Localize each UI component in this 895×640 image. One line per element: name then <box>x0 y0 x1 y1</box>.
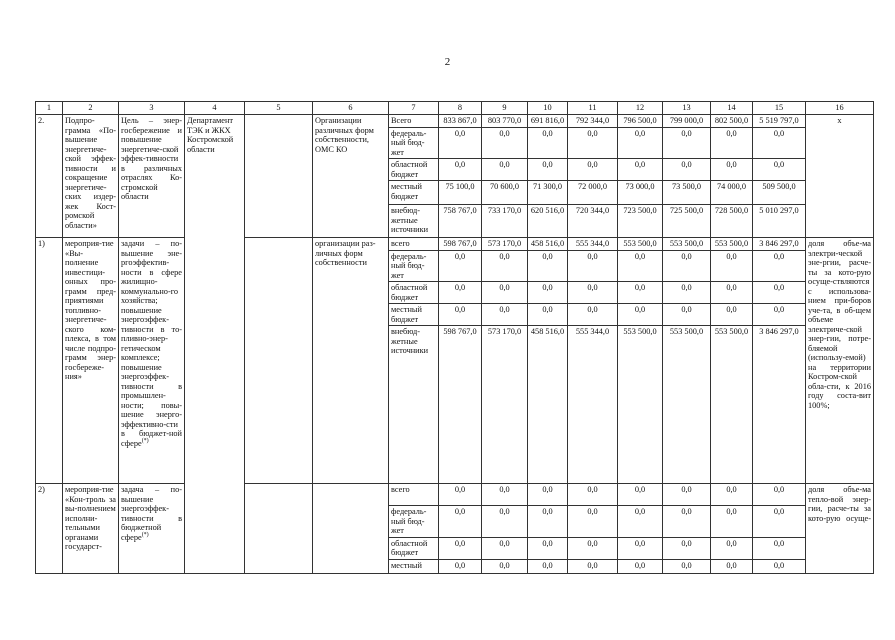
amount-cell: 553 500,0 <box>618 326 663 484</box>
column-number-10: 10 <box>528 102 568 115</box>
amount-cell: 0,0 <box>439 506 482 538</box>
amount-cell: 0,0 <box>528 537 568 559</box>
amount-cell: 0,0 <box>482 537 528 559</box>
amount-cell: 725 500,0 <box>663 205 711 238</box>
funding-source: федераль-ный бюд-жет <box>389 250 439 282</box>
amount-cell: 0,0 <box>618 559 663 573</box>
amount-cell: 0,0 <box>711 250 753 282</box>
amount-cell: 73 000,0 <box>618 181 663 205</box>
amount-cell: 0,0 <box>663 127 711 159</box>
amount-cell: 0,0 <box>618 304 663 326</box>
funding-source: внебюд-жетные источники <box>389 326 439 484</box>
amount-cell: 0,0 <box>618 127 663 159</box>
amount-cell: 0,0 <box>711 127 753 159</box>
indicator: доля объе-ма электри-ческой эне-ргии, расче-ты за кото-рую осуще-ствляются с использова-нием при-боров уче-та, в об-щем объеме электриче-ской энер-гии, потре-бляемой (использу-емой) на территории Костром-ской обла-сти, к 2016 году соста-вит 100%; <box>806 238 874 484</box>
amount-cell: 0,0 <box>528 159 568 181</box>
amount-cell: 553 500,0 <box>711 326 753 484</box>
amount-cell: 0,0 <box>663 282 711 304</box>
amount-cell: 0,0 <box>618 250 663 282</box>
amount-cell: 73 500,0 <box>663 181 711 205</box>
column-number-2: 2 <box>63 102 119 115</box>
column-number-14: 14 <box>711 102 753 115</box>
column-number-3: 3 <box>119 102 185 115</box>
amount-cell: 0,0 <box>482 484 528 506</box>
amount-cell: 0,0 <box>711 559 753 573</box>
amount-cell: 573 170,0 <box>482 326 528 484</box>
amount-cell: 0,0 <box>482 506 528 538</box>
program-table <box>35 101 874 574</box>
goal-text: Цель – энер-госбережение и повышение энергетиче-ской эффек-тивности в различных отраслях Ко-стромской области <box>119 115 185 238</box>
amount-cell: 0,0 <box>568 127 618 159</box>
amount-cell: 0,0 <box>568 250 618 282</box>
amount-cell: 0,0 <box>528 559 568 573</box>
amount-cell: 509 500,0 <box>753 181 806 205</box>
funding-source: местный бюджет <box>389 181 439 205</box>
amount-cell: 0,0 <box>618 506 663 538</box>
task-label: задачи – по-вышение эне-ргоэффектив-ности в сфере жилищно-коммунально-го хозяйства; повышение энергоэффек-тивности в то-пливно-энер-гетическом комплексе; повышение энергоэффек-тивности в промышлен-ности; повы-шение энерго-эффективно-сти в бюджет-ной сфере <box>121 239 182 448</box>
amount-cell: 792 344,0 <box>568 115 618 128</box>
column-5-cell <box>245 238 313 484</box>
amount-cell: 0,0 <box>528 127 568 159</box>
amount-cell: 0,0 <box>439 559 482 573</box>
amount-cell: 0,0 <box>439 537 482 559</box>
amount-cell: 71 300,0 <box>528 181 568 205</box>
amount-cell: 0,0 <box>663 537 711 559</box>
amount-cell: 733 170,0 <box>482 205 528 238</box>
amount-cell: 620 516,0 <box>528 205 568 238</box>
amount-cell: 0,0 <box>753 250 806 282</box>
amount-cell: 0,0 <box>618 537 663 559</box>
amount-cell: 0,0 <box>618 282 663 304</box>
column-number-12: 12 <box>618 102 663 115</box>
amount-cell: 0,0 <box>753 282 806 304</box>
amount-cell: 0,0 <box>482 250 528 282</box>
funding-source: внебюд-жетные источники <box>389 205 439 238</box>
footnote-mark: (*) <box>141 531 149 538</box>
amount-cell: 0,0 <box>663 159 711 181</box>
amount-cell: 0,0 <box>528 304 568 326</box>
amount-cell: 0,0 <box>711 484 753 506</box>
amount-cell: 0,0 <box>711 537 753 559</box>
amount-cell: 0,0 <box>439 304 482 326</box>
amount-cell: 0,0 <box>753 537 806 559</box>
column-number-5: 5 <box>245 102 313 115</box>
column-number-4: 4 <box>185 102 245 115</box>
amount-cell: 0,0 <box>568 506 618 538</box>
amount-cell: 0,0 <box>482 304 528 326</box>
task-label: задача – по-вышение энергоэффек-тивности в бюджетной сфере <box>121 485 182 542</box>
amount-cell: 0,0 <box>568 282 618 304</box>
column-5-cell <box>245 115 313 238</box>
amount-cell: 553 500,0 <box>711 238 753 251</box>
amount-cell: 74 000,0 <box>711 181 753 205</box>
amount-cell: 0,0 <box>528 250 568 282</box>
amount-cell: 3 846 297,0 <box>753 326 806 484</box>
amount-cell: 598 767,0 <box>439 238 482 251</box>
executor: организации раз-личных форм собственности <box>313 238 389 484</box>
amount-cell: 72 000,0 <box>568 181 618 205</box>
funding-source: федераль-ный бюд-жет <box>389 506 439 538</box>
row-number: 2. <box>36 115 63 238</box>
amount-cell: 0,0 <box>711 159 753 181</box>
amount-cell: 0,0 <box>663 484 711 506</box>
amount-cell: 0,0 <box>482 282 528 304</box>
amount-cell: 728 500,0 <box>711 205 753 238</box>
amount-cell: 5 010 297,0 <box>753 205 806 238</box>
footnote-mark: (*) <box>141 437 149 444</box>
amount-cell: 723 500,0 <box>618 205 663 238</box>
page-number: 2 <box>444 56 451 68</box>
funding-source: местный бюджет <box>389 304 439 326</box>
amount-cell: 0,0 <box>568 484 618 506</box>
amount-cell: 70 600,0 <box>482 181 528 205</box>
amount-cell: 0,0 <box>482 159 528 181</box>
amount-cell: 0,0 <box>711 282 753 304</box>
amount-cell: 758 767,0 <box>439 205 482 238</box>
amount-cell: 799 000,0 <box>663 115 711 128</box>
amount-cell: 553 500,0 <box>663 238 711 251</box>
funding-source: Всего <box>389 115 439 128</box>
amount-cell: 458 516,0 <box>528 238 568 251</box>
amount-cell: 691 816,0 <box>528 115 568 128</box>
amount-cell: 553 500,0 <box>618 238 663 251</box>
amount-cell: 0,0 <box>439 282 482 304</box>
funding-source: федераль-ный бюд-жет <box>389 127 439 159</box>
amount-cell: 0,0 <box>618 484 663 506</box>
activity-name: мероприя-тие «Кон-троль за вы-полнением исполни-тельными органами государст- <box>63 484 119 574</box>
amount-cell: 0,0 <box>753 506 806 538</box>
amount-cell: 0,0 <box>711 506 753 538</box>
amount-cell: 802 500,0 <box>711 115 753 128</box>
row-number: 2) <box>36 484 63 574</box>
indicator: доля объе-ма тепло-вой энер-гии, расче-ты за кото-рую осуще- <box>806 484 874 574</box>
column-number-row <box>36 102 874 115</box>
amount-cell: 458 516,0 <box>528 326 568 484</box>
table-row <box>36 238 874 251</box>
amount-cell: 833 867,0 <box>439 115 482 128</box>
amount-cell: 5 519 797,0 <box>753 115 806 128</box>
column-5-cell <box>245 484 313 574</box>
column-number-6: 6 <box>313 102 389 115</box>
column-number-9: 9 <box>482 102 528 115</box>
amount-cell: 0,0 <box>663 304 711 326</box>
row-number: 1) <box>36 238 63 484</box>
amount-cell: 0,0 <box>439 484 482 506</box>
amount-cell: 3 846 297,0 <box>753 238 806 251</box>
amount-cell: 0,0 <box>753 304 806 326</box>
amount-cell: 0,0 <box>663 559 711 573</box>
amount-cell: 555 344,0 <box>568 238 618 251</box>
amount-cell: 0,0 <box>482 127 528 159</box>
indicator: х <box>806 115 874 238</box>
amount-cell: 0,0 <box>568 537 618 559</box>
funding-source: местный <box>389 559 439 573</box>
task-text <box>119 238 185 484</box>
funding-source: областной бюджет <box>389 159 439 181</box>
amount-cell: 0,0 <box>753 127 806 159</box>
column-number-13: 13 <box>663 102 711 115</box>
amount-cell: 598 767,0 <box>439 326 482 484</box>
amount-cell: 555 344,0 <box>568 326 618 484</box>
column-number-15: 15 <box>753 102 806 115</box>
amount-cell: 796 500,0 <box>618 115 663 128</box>
executor: Организации различных форм собственности, ОМС КО <box>313 115 389 238</box>
task-text <box>119 484 185 574</box>
amount-cell: 0,0 <box>618 159 663 181</box>
amount-cell: 75 100,0 <box>439 181 482 205</box>
amount-cell: 0,0 <box>753 559 806 573</box>
department: Департамент ТЭК и ЖКХ Костромской области <box>185 115 245 574</box>
amount-cell: 0,0 <box>753 159 806 181</box>
amount-cell: 0,0 <box>753 484 806 506</box>
amount-cell: 573 170,0 <box>482 238 528 251</box>
column-number-7: 7 <box>389 102 439 115</box>
amount-cell: 0,0 <box>528 484 568 506</box>
column-number-8: 8 <box>439 102 482 115</box>
amount-cell: 0,0 <box>568 304 618 326</box>
amount-cell: 0,0 <box>568 559 618 573</box>
table-row <box>36 115 874 128</box>
amount-cell: 0,0 <box>439 127 482 159</box>
amount-cell: 553 500,0 <box>663 326 711 484</box>
amount-cell: 0,0 <box>439 159 482 181</box>
funding-source: областной бюджет <box>389 537 439 559</box>
table-row <box>36 484 874 506</box>
amount-cell: 0,0 <box>528 506 568 538</box>
column-number-11: 11 <box>568 102 618 115</box>
amount-cell: 0,0 <box>568 159 618 181</box>
column-number-16: 16 <box>806 102 874 115</box>
funding-source: всего <box>389 238 439 251</box>
amount-cell: 0,0 <box>711 304 753 326</box>
subprogram-name: Подпро-грамма «По-вышение энергетиче-ской эффек-тивности и сокращение энергетиче-ских издер-жек Кост-ромской области» <box>63 115 119 238</box>
funding-source: областной бюджет <box>389 282 439 304</box>
column-number-1: 1 <box>36 102 63 115</box>
funding-source: всего <box>389 484 439 506</box>
amount-cell: 0,0 <box>439 250 482 282</box>
amount-cell: 0,0 <box>528 282 568 304</box>
amount-cell: 0,0 <box>482 559 528 573</box>
activity-name: мероприя-тие «Вы-полнение инвестици-онных про-грамм пред-приятиями топливно-энергетиче-ского ком-плекса, в том числе подпро-грамм энер-госбереже-ния» <box>63 238 119 484</box>
amount-cell: 0,0 <box>663 506 711 538</box>
amount-cell: 803 770,0 <box>482 115 528 128</box>
executor <box>313 484 389 574</box>
amount-cell: 720 344,0 <box>568 205 618 238</box>
amount-cell: 0,0 <box>663 250 711 282</box>
